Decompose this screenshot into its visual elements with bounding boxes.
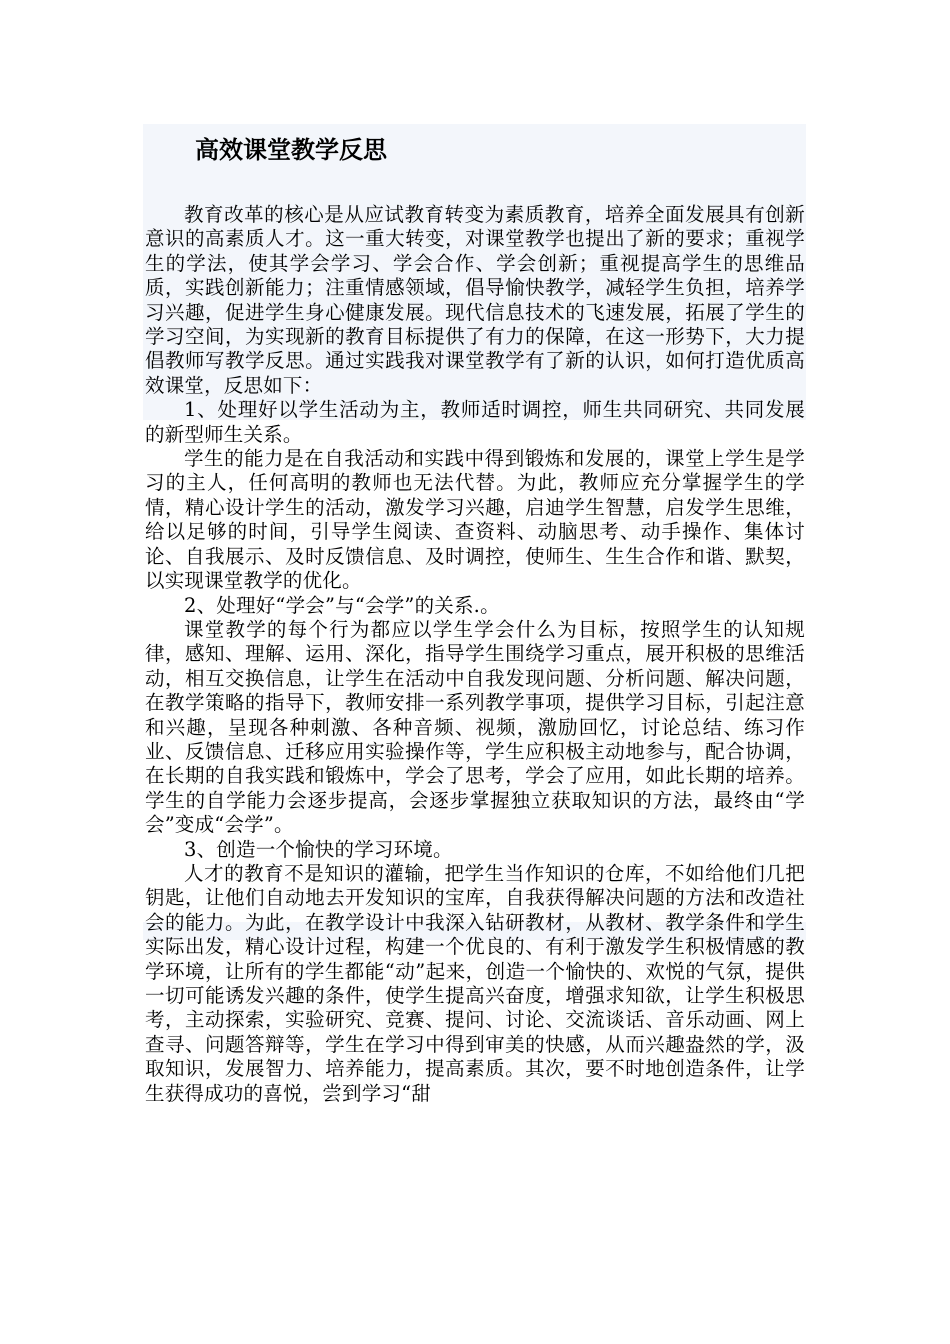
body-paragraph: 课堂教学的每个行为都应以学生学会什么为目标，按照学生的认知规律，感知、理解、运用、深化，指导学生围绕学习重点，展开积极的思维活动，相互交换信息，让学生在活动中自我发现问题、分析问题、解决问题，在教学策略的指导下，教师安排一系列教学事项，提供学习目标，引起注意和兴趣，呈现各种刺激、各种音频、视频，激励回忆，讨论总结、练习作业、反馈信息、迁移应用实验操作等，学生应积极主动地参与，配合协调，在长期的自我实践和锻炼中，学会了思考，学会了应用，如此长期的培养。学生的自学能力会逐步提高，会逐步掌握独立获取知识的方法，最终由“学会”变成“会学”。 [145, 617, 805, 837]
document-title: 高效课堂教学反思 [195, 136, 387, 164]
body-paragraph: 教育改革的核心是从应试教育转变为素质教育，培养全面发展具有创新意识的高素质人才。这一重大转变，对课堂教学也提出了新的要求；重视学生的学法，使其学会学习、学会合作、学会创新；重视提高学生的思维品质，实践创新能力；注重情感领域，倡导愉快教学，减轻学生负担，培养学习兴趣，促进学生身心健康发展。现代信息技术的飞速发展，拓展了学生的学习空间，为实现新的教育目标提供了有力的保障，在这一形势下，大力提倡教师写教学反思。通过实践我对课堂教学有了新的认识，如何打造优质高效课堂，反思如下： [145, 203, 805, 397]
document-body [145, 203, 805, 1106]
body-paragraph: 学生的能力是在自我活动和实践中得到锻炼和发展的，课堂上学生是学习的主人，任何高明的教师也无法代替。为此，教师应充分掌握学生的学情，精心设计学生的活动，激发学习兴趣，启迪学生智慧，启发学生思维，给以足够的时间，引导学生阅读、查资料、动脑思考、动手操作、集体讨论、自我展示、及时反馈信息、及时调控，使师生、生生合作和谐、默契，以实现课堂教学的优化。 [145, 447, 805, 593]
body-paragraph: 人才的教育不是知识的灌输，把学生当作知识的仓库，不如给他们几把钥匙，让他们自动地去开发知识的宝库，自我获得解决问题的方法和改造社会的能力。为此，在教学设计中我深入钻研教材，从教材、教学条件和学生实际出发，精心设计过程，构建一个优良的、有利于激发学生积极情感的教学环境，让所有的学生都能“动”起来，创造一个愉快的、欢悦的气氛，提供一切可能诱发兴趣的条件，使学生提高兴奋度，增强求知欲，让学生积极思考，主动探索，实验研究、竞赛、提问、讨论、交流谈话、音乐动画、网上查寻、问题答辩等，学生在学习中得到审美的快感，从而兴趣盎然的学，汲取知识，发展智力、培养能力，提高素质。其次，要不时地创造条件，让学生获得成功的喜悦，尝到学习“甜 [145, 861, 805, 1105]
section-heading: 1、处理好以学生活动为主，教师适时调控，师生共同研究、共同发展的新型师生关系。 [145, 398, 805, 446]
section-heading: 2、处理好“学会”与“会学”的关系.。 [184, 593, 500, 617]
section-heading: 3、创造一个愉快的学习环境。 [184, 837, 453, 861]
